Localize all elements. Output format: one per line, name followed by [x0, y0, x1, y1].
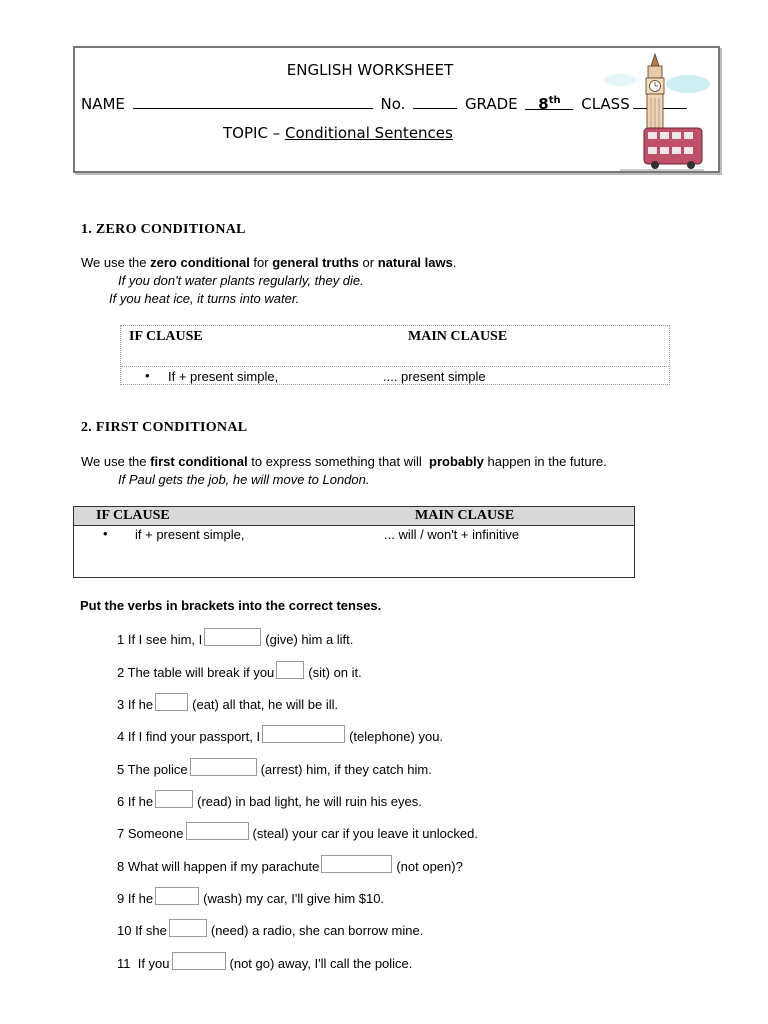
double-decker-bus-icon: [620, 128, 704, 170]
london-clipart: [600, 52, 718, 174]
name-field[interactable]: [133, 94, 373, 109]
zero-row-main: .... present simple: [383, 369, 486, 384]
zero-conditional-table: [120, 325, 670, 385]
zero-example-1: If you don't water plants regularly, they die.: [118, 273, 364, 288]
answer-input[interactable]: [155, 790, 193, 808]
exercise-item: 3 If he (eat) all that, he will be ill.: [117, 693, 338, 712]
first-col-main: MAIN CLAUSE: [415, 508, 515, 523]
zero-conditional-intro: We use the zero conditional for general truths or natural laws.: [81, 255, 457, 270]
grade-value: 8: [538, 95, 549, 113]
name-label: NAME: [81, 95, 125, 113]
exercise-item: 2 The table will break if you (sit) on it.: [117, 661, 362, 680]
cloud-shape: [666, 75, 710, 93]
answer-input[interactable]: [155, 693, 188, 711]
exercise-item: 7 Someone (steal) your car if you leave it unlocked.: [117, 822, 478, 841]
exercise-item: 10 If she (need) a radio, she can borrow mine.: [117, 919, 423, 938]
answer-input[interactable]: [155, 887, 199, 905]
zero-table-row: [121, 366, 669, 384]
answer-input[interactable]: [204, 628, 261, 646]
zero-example-2: If you heat ice, it turns into water.: [109, 291, 300, 306]
no-label: No.: [380, 95, 406, 113]
grade-suffix: th: [548, 95, 561, 106]
class-label: CLASS: [581, 95, 630, 113]
zero-row-if: If + present simple,: [168, 369, 279, 384]
answer-input[interactable]: [172, 952, 226, 970]
worksheet-header: [73, 46, 720, 173]
answer-input[interactable]: [262, 725, 345, 743]
answer-input[interactable]: [276, 661, 304, 679]
exercise-item: 1 If I see him, I (give) him a lift.: [117, 628, 353, 647]
first-row-if: if + present simple,: [135, 527, 245, 542]
exercise-item: 4 If I find your passport, I (telephone) you.: [117, 725, 443, 744]
exercise-item: 8 What will happen if my parachute (not open)?: [117, 855, 463, 874]
first-row-main: ... will / won't + infinitive: [384, 527, 520, 542]
answer-input[interactable]: [321, 855, 392, 873]
first-conditional-intro: We use the first conditional to express something that will probably happen in the future.: [81, 454, 607, 469]
bullet: •: [103, 526, 108, 541]
number-field[interactable]: [413, 94, 457, 109]
bullet: •: [145, 368, 150, 383]
zero-col-main: MAIN CLAUSE: [408, 329, 508, 344]
first-example-1: If Paul gets the job, he will move to London.: [118, 472, 370, 487]
first-table-header: [74, 507, 634, 526]
first-conditional-table: [73, 506, 635, 578]
cloud-shape: [604, 74, 636, 86]
answer-input[interactable]: [169, 919, 207, 937]
answer-input[interactable]: [190, 758, 257, 776]
grade-label: GRADE: [464, 95, 518, 113]
zero-col-if: IF CLAUSE: [129, 329, 203, 344]
topic-label: TOPIC –: [223, 124, 281, 142]
topic-line: [223, 124, 453, 142]
exercise-instruction: Put the verbs in brackets into the correct tenses.: [80, 598, 382, 613]
grade-field[interactable]: [525, 95, 573, 113]
exercise-item: 5 The police (arrest) him, if they catch him.: [117, 758, 432, 777]
answer-input[interactable]: [186, 822, 249, 840]
zero-conditional-heading: 1. ZERO CONDITIONAL: [81, 222, 246, 237]
first-conditional-heading: 2. FIRST CONDITIONAL: [81, 420, 248, 435]
first-col-if: IF CLAUSE: [96, 508, 170, 523]
exercise-item: 11 If you (not go) away, I'll call the police.: [117, 952, 412, 971]
worksheet-title: ENGLISH WORKSHEET: [286, 61, 454, 79]
topic-value: Conditional Sentences: [284, 124, 453, 142]
header-fields: [81, 94, 690, 113]
exercise-item: 6 If he (read) in bad light, he will ruin his eyes.: [117, 790, 422, 809]
exercise-item: 9 If he (wash) my car, I'll give him $10.: [117, 887, 384, 906]
